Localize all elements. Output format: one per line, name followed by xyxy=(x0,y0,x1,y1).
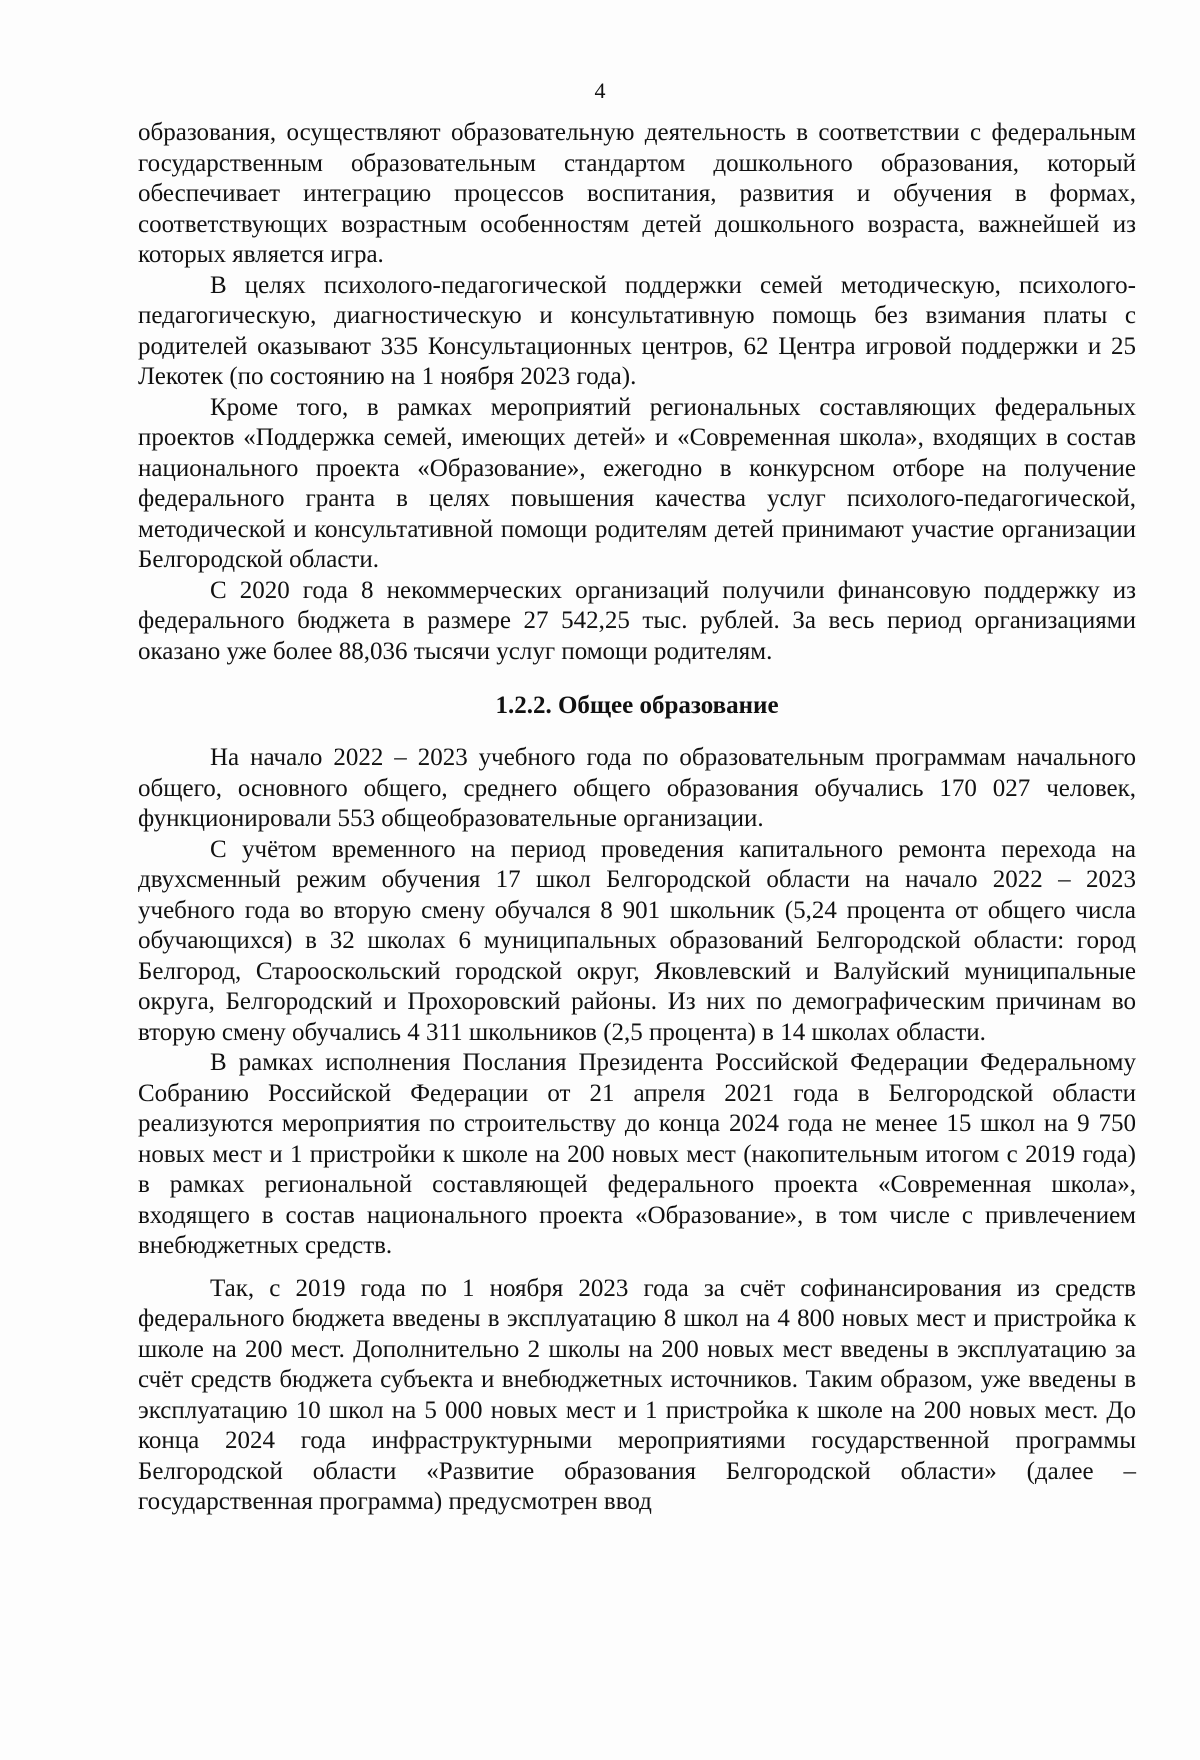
paragraph-financial-support: С 2020 года 8 некоммерческих организаций получили финансовую поддержку из федерального бюджета в размере 27 542,25 тыс. рублей. За весь период организациями оказано уже более 88,036 тысячи услуг помощи родителям. xyxy=(138,576,1136,665)
paragraph-gap xyxy=(138,1262,1136,1274)
paragraph-federal-projects: Кроме того, в рамках мероприятий региональных составляющих федеральных проектов «Поддержка семей, имеющих детей» и «Современная школа», входящих в состав национального проекта «Образование», ежегодно в конкурсном отборе на получение федерального гранта в целях повышения качества услуг психолого-педагогической, методической и консультативной помощи родителям детей принимают участие организации Белгородской области. xyxy=(138,393,1136,573)
paragraph-schools-commissioned: Так, с 2019 года по 1 ноября 2023 года за счёт софинансирования из средств федерального бюджета введены в эксплуатацию 8 школ на 4 800 новых мест и пристройка к школе на 200 мест. Дополнительно 2 школы на 200 новых мест введены в эксплуатацию за счёт средств бюджета субъекта и внебюджетных источников. Таким образом, уже введены в эксплуатацию 10 школ на 5 000 новых мест и 1 пристройка к школе на 200 новых мест. До конца 2024 года инфраструктурными мероприятиями государственной программы Белгородской области «Развитие образования Белгородской области» (далее – государственная программа) предусмотрен ввод xyxy=(138,1274,1136,1515)
paragraph-continuation: образования, осуществляют образовательную деятельность в соответствии с федеральным государственным образовательным стандартом дошкольного образования, который обеспечивает интеграцию процессов воспитания, развития и обучения в формах, соответствующих возрастным особенностям детей дошкольного возраста, важнейшей из которых является игра. xyxy=(138,119,1136,268)
paragraph-consultation-centers: В целях психолого-педагогической поддержки семей методическую, психолого-педагогическую, диагностическую и консультативную помощь без взимания платы с родителей оказывают 335 Консультационных центров, 62 Центра игровой поддержки и 25 Лекотек (по состоянию на 1 ноября 2023 года). xyxy=(138,271,1136,390)
document-body xyxy=(138,118,1136,1518)
paragraph-second-shift: С учётом временного на период проведения капитального ремонта перехода на двухсменный режим обучения 17 школ Белгородской области на начало 2022 – 2023 учебного года во вторую смену обучался 8 901 школьник (5,24 процента от общего числа обучающихся) в 32 школах 6 муниципальных образований Белгородской области: город Белгород, Старооскольский городской округ, Яковлевский и Валуйский муниципальные округа, Белгородский и Прохоровский районы. Из них по демографическим причинам во вторую смену обучались 4 311 школьников (2,5 процента) в 14 школах области. xyxy=(138,835,1136,1046)
section-heading: 1.2.2. Общее образование xyxy=(495,692,779,719)
paragraph-school-year-start: На начало 2022 – 2023 учебного года по образовательным программам начального общего, основного общего, среднего общего образования обучались 170 027 человек, функционировали 553 общеобразовательные организации. xyxy=(138,744,1136,832)
page-number: 4 xyxy=(594,78,606,103)
paragraph-president-address: В рамках исполнения Послания Президента Российской Федерации Федеральному Собранию Российской Федерации от 21 апреля 2021 года в Белгородской области реализуются мероприятия по строительству до конца 2024 года не менее 15 школ на 9 750 новых мест и 1 пристройки к школе на 200 новых мест (накопительным итогом с 2019 года) в рамках региональной составляющей федерального проекта «Современная школа», входящего в состав национального проекта «Образование», в том числе с привлечением внебюджетных средств. xyxy=(138,1049,1136,1259)
